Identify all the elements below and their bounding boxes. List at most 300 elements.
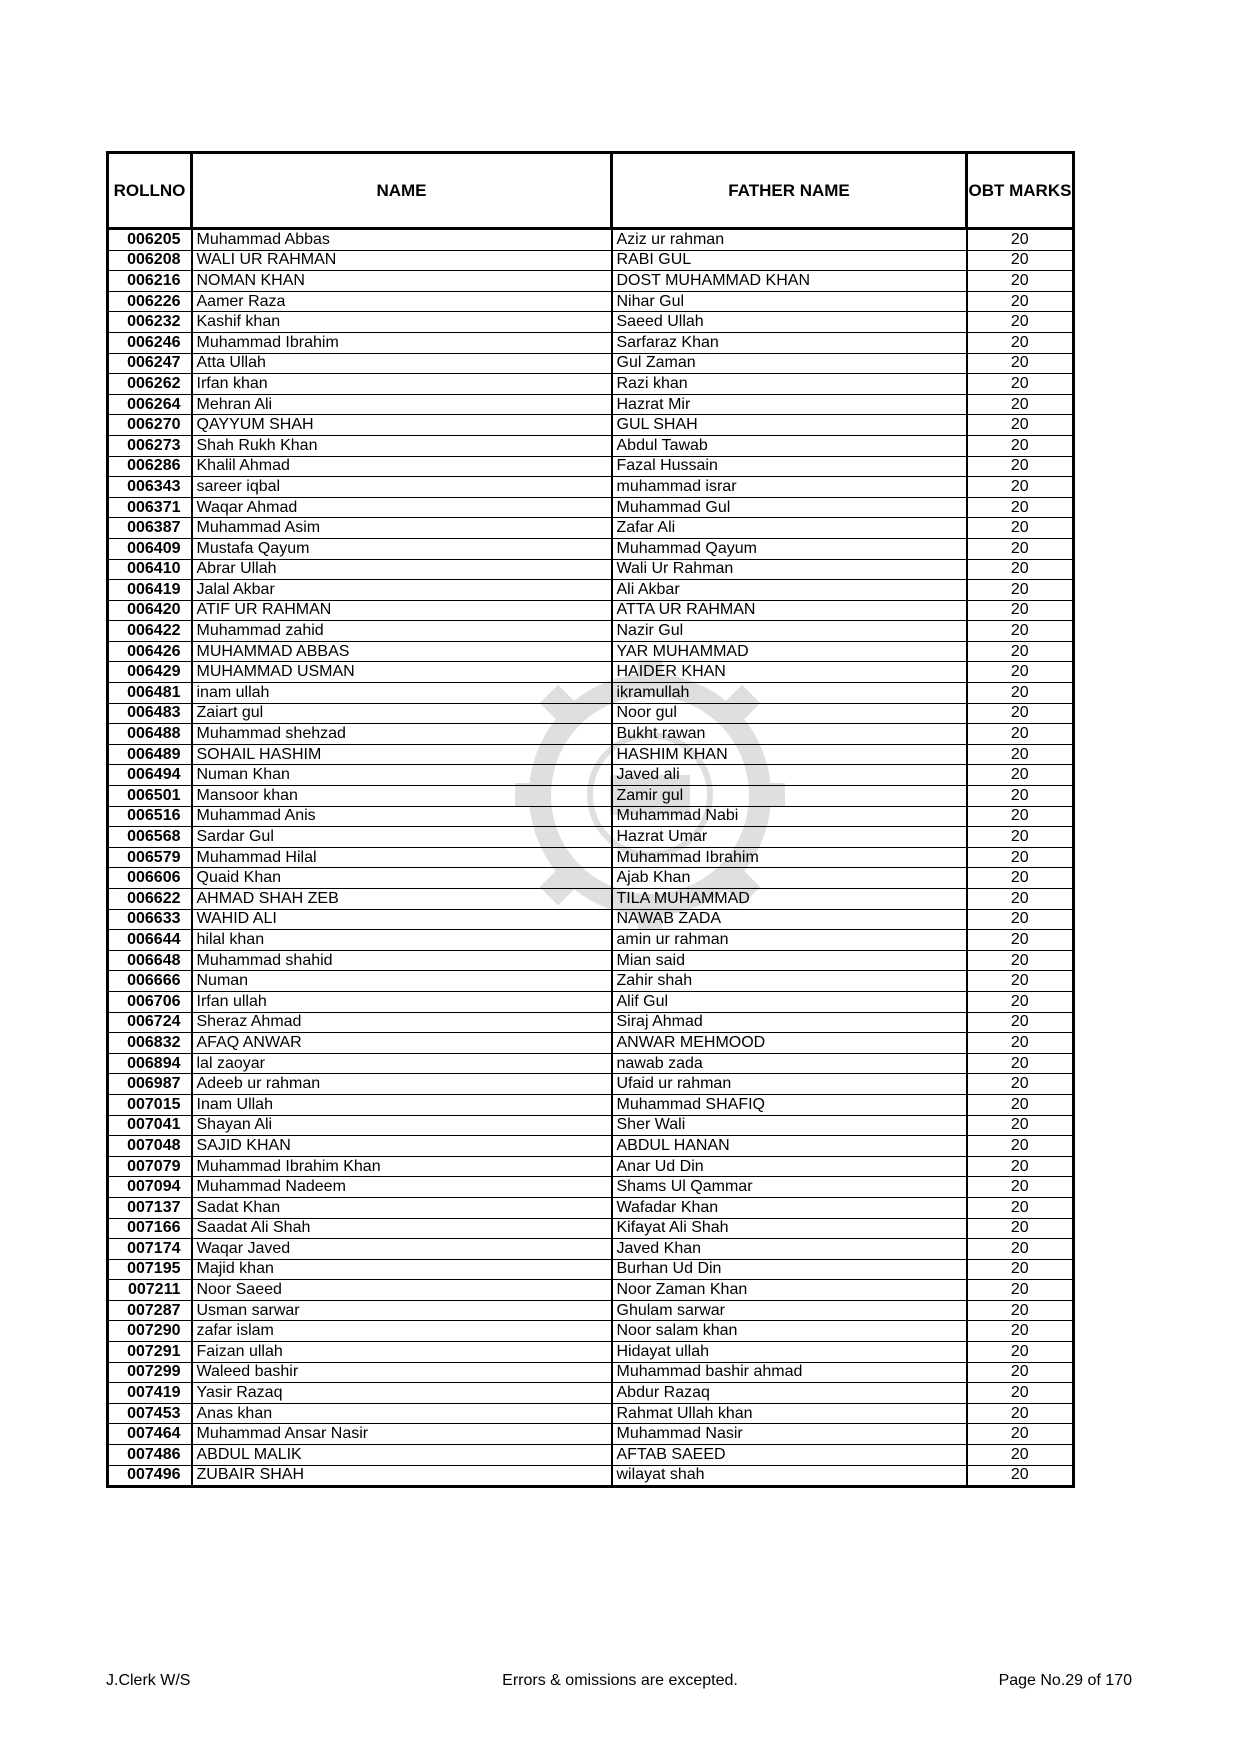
name-cell: Muhammad Ansar Nasir <box>192 1424 612 1445</box>
father-name-cell: Zahir shah <box>612 971 967 992</box>
father-name-cell: HASHIM KHAN <box>612 744 967 765</box>
roll-number-cell: 007211 <box>108 1280 192 1301</box>
father-name-cell: Gul Zaman <box>612 353 967 374</box>
roll-number-cell: 006501 <box>108 786 192 807</box>
marks-cell: 20 <box>967 332 1074 353</box>
father-name-cell: Razi khan <box>612 374 967 395</box>
roll-number-cell: 007287 <box>108 1300 192 1321</box>
roll-number-cell: 006247 <box>108 353 192 374</box>
name-cell: SOHAIL HASHIM <box>192 744 612 765</box>
father-name-cell: Muhammad Nabi <box>612 806 967 827</box>
marks-cell: 20 <box>967 600 1074 621</box>
name-cell: Waleed bashir <box>192 1362 612 1383</box>
table-row <box>108 806 1074 827</box>
father-name-cell: Bukht rawan <box>612 724 967 745</box>
name-cell: Majid khan <box>192 1259 612 1280</box>
name-cell: Anas khan <box>192 1403 612 1424</box>
name-cell: ZUBAIR SHAH <box>192 1465 612 1487</box>
marks-cell: 20 <box>967 559 1074 580</box>
father-name-cell: Noor salam khan <box>612 1321 967 1342</box>
roll-number-cell: 006481 <box>108 683 192 704</box>
name-cell: Muhammad zahid <box>192 621 612 642</box>
name-cell: Muhammad Ibrahim Khan <box>192 1156 612 1177</box>
father-name-cell: Nihar Gul <box>612 291 967 312</box>
father-name-cell: Ali Akbar <box>612 580 967 601</box>
table-row <box>108 662 1074 683</box>
roll-number-cell: 007299 <box>108 1362 192 1383</box>
roll-number-cell: 006419 <box>108 580 192 601</box>
marks-cell: 20 <box>967 847 1074 868</box>
table-row <box>108 353 1074 374</box>
father-name-cell: AFTAB SAEED <box>612 1445 967 1466</box>
father-name-cell: Zafar Ali <box>612 518 967 539</box>
marks-cell: 20 <box>967 621 1074 642</box>
table-row <box>108 744 1074 765</box>
father-name-cell: Muhammad Qayum <box>612 538 967 559</box>
roll-number-cell: 006606 <box>108 868 192 889</box>
marks-cell: 20 <box>967 1115 1074 1136</box>
marks-cell: 20 <box>967 683 1074 704</box>
father-name-cell: ABDUL HANAN <box>612 1136 967 1157</box>
roll-number-cell: 006216 <box>108 271 192 292</box>
table-row <box>108 1342 1074 1363</box>
father-name-cell: TILA MUHAMMAD <box>612 889 967 910</box>
name-cell: Sadat Khan <box>192 1197 612 1218</box>
name-cell: Waqar Javed <box>192 1239 612 1260</box>
name-cell: WALI UR RAHMAN <box>192 250 612 271</box>
table-row <box>108 991 1074 1012</box>
marks-cell: 20 <box>967 456 1074 477</box>
roll-number-cell: 007041 <box>108 1115 192 1136</box>
name-cell: Abrar Ullah <box>192 559 612 580</box>
roll-number-cell: 007094 <box>108 1177 192 1198</box>
name-cell: Inam Ullah <box>192 1094 612 1115</box>
roll-number-cell: 006516 <box>108 806 192 827</box>
table-row <box>108 1424 1074 1445</box>
roll-number-cell: 006579 <box>108 847 192 868</box>
father-name-cell: Saeed Ullah <box>612 312 967 333</box>
roll-number-cell: 007048 <box>108 1136 192 1157</box>
roll-number-cell: 007453 <box>108 1403 192 1424</box>
footer-clerk: J.Clerk W/S <box>106 1672 191 1689</box>
table-row <box>108 1115 1074 1136</box>
marks-cell: 20 <box>967 1053 1074 1074</box>
name-cell: Shayan Ali <box>192 1115 612 1136</box>
father-name-cell: Ghulam sarwar <box>612 1300 967 1321</box>
table-row <box>108 1094 1074 1115</box>
marks-cell: 20 <box>967 497 1074 518</box>
header-row <box>108 153 1074 229</box>
marks-cell: 20 <box>967 477 1074 498</box>
roll-number-cell: 006232 <box>108 312 192 333</box>
table-row <box>108 332 1074 353</box>
roll-number-cell: 007486 <box>108 1445 192 1466</box>
roll-number-cell: 007195 <box>108 1259 192 1280</box>
table-row <box>108 580 1074 601</box>
name-cell: sareer iqbal <box>192 477 612 498</box>
name-cell: Aamer Raza <box>192 291 612 312</box>
marks-cell: 20 <box>967 229 1074 251</box>
marks-cell: 20 <box>967 950 1074 971</box>
name-cell: Muhammad shehzad <box>192 724 612 745</box>
marks-cell: 20 <box>967 1383 1074 1404</box>
marks-cell: 20 <box>967 724 1074 745</box>
roll-number-cell: 006426 <box>108 641 192 662</box>
table-row <box>108 518 1074 539</box>
table-row <box>108 1197 1074 1218</box>
father-name-cell: Hazrat Umar <box>612 827 967 848</box>
father-name-cell: NAWAB ZADA <box>612 909 967 930</box>
marks-cell: 20 <box>967 518 1074 539</box>
marks-cell: 20 <box>967 1197 1074 1218</box>
marks-cell: 20 <box>967 991 1074 1012</box>
table-row <box>108 1445 1074 1466</box>
marks-cell: 20 <box>967 662 1074 683</box>
marks-cell: 20 <box>967 1403 1074 1424</box>
table-row <box>108 641 1074 662</box>
father-name-cell: Anar Ud Din <box>612 1156 967 1177</box>
marks-cell: 20 <box>967 1362 1074 1383</box>
father-name-cell: ANWAR MEHMOOD <box>612 1033 967 1054</box>
table-row <box>108 1033 1074 1054</box>
table-row <box>108 1074 1074 1095</box>
roll-number-cell: 006894 <box>108 1053 192 1074</box>
marks-cell: 20 <box>967 271 1074 292</box>
table-row <box>108 229 1074 251</box>
name-cell: Shah Rukh Khan <box>192 435 612 456</box>
marks-cell: 20 <box>967 1259 1074 1280</box>
table-row <box>108 559 1074 580</box>
father-name-cell: Wali Ur Rahman <box>612 559 967 580</box>
marks-cell: 20 <box>967 580 1074 601</box>
father-name-cell: Kifayat Ali Shah <box>612 1218 967 1239</box>
table-row <box>108 621 1074 642</box>
name-cell: MUHAMMAD ABBAS <box>192 641 612 662</box>
roll-number-cell: 006488 <box>108 724 192 745</box>
name-cell: Irfan ullah <box>192 991 612 1012</box>
name-cell: Muhammad Ibrahim <box>192 332 612 353</box>
roll-number-cell: 006987 <box>108 1074 192 1095</box>
table-row <box>108 1218 1074 1239</box>
roll-number-cell: 006622 <box>108 889 192 910</box>
marks-cell: 20 <box>967 744 1074 765</box>
marks-cell: 20 <box>967 1012 1074 1033</box>
name-cell: Mehran Ali <box>192 394 612 415</box>
marks-cell: 20 <box>967 1218 1074 1239</box>
marks-cell: 20 <box>967 353 1074 374</box>
roll-number-cell: 006409 <box>108 538 192 559</box>
header-name: NAME <box>192 153 612 229</box>
table-row <box>108 1156 1074 1177</box>
roll-number-cell: 006420 <box>108 600 192 621</box>
header-obt-marks: OBT MARKS <box>967 153 1074 229</box>
father-name-cell: Sher Wali <box>612 1115 967 1136</box>
marks-cell: 20 <box>967 827 1074 848</box>
father-name-cell: amin ur rahman <box>612 930 967 951</box>
name-cell: Saadat Ali Shah <box>192 1218 612 1239</box>
table-row <box>108 1012 1074 1033</box>
roll-number-cell: 006343 <box>108 477 192 498</box>
table-row <box>108 889 1074 910</box>
name-cell: Irfan khan <box>192 374 612 395</box>
roll-number-cell: 006286 <box>108 456 192 477</box>
roll-number-cell: 006262 <box>108 374 192 395</box>
name-cell: Sheraz Ahmad <box>192 1012 612 1033</box>
table-row <box>108 971 1074 992</box>
father-name-cell: Muhammad SHAFIQ <box>612 1094 967 1115</box>
name-cell: Mustafa Qayum <box>192 538 612 559</box>
name-cell: WAHID ALI <box>192 909 612 930</box>
name-cell: Yasir Razaq <box>192 1383 612 1404</box>
marks-cell: 20 <box>967 909 1074 930</box>
roll-number-cell: 007291 <box>108 1342 192 1363</box>
table-row <box>108 456 1074 477</box>
table-row <box>108 950 1074 971</box>
name-cell: Muhammad Asim <box>192 518 612 539</box>
father-name-cell: Shams Ul Qammar <box>612 1177 967 1198</box>
name-cell: Muhammad Abbas <box>192 229 612 251</box>
marks-cell: 20 <box>967 415 1074 436</box>
father-name-cell: wilayat shah <box>612 1465 967 1487</box>
marks-cell: 20 <box>967 806 1074 827</box>
father-name-cell: Noor Zaman Khan <box>612 1280 967 1301</box>
father-name-cell: Noor gul <box>612 703 967 724</box>
header-father-name: FATHER NAME <box>612 153 967 229</box>
roll-number-cell: 007290 <box>108 1321 192 1342</box>
marks-cell: 20 <box>967 1094 1074 1115</box>
table-row <box>108 683 1074 704</box>
roll-number-cell: 007174 <box>108 1239 192 1260</box>
name-cell: Usman sarwar <box>192 1300 612 1321</box>
name-cell: Mansoor khan <box>192 786 612 807</box>
marks-cell: 20 <box>967 703 1074 724</box>
table-row <box>108 1383 1074 1404</box>
table-row <box>108 600 1074 621</box>
roll-number-cell: 006387 <box>108 518 192 539</box>
marks-cell: 20 <box>967 291 1074 312</box>
table-row <box>108 868 1074 889</box>
father-name-cell: Muhammad bashir ahmad <box>612 1362 967 1383</box>
header-rollno: ROLLNO <box>108 153 192 229</box>
father-name-cell: GUL SHAH <box>612 415 967 436</box>
father-name-cell: Hazrat Mir <box>612 394 967 415</box>
roll-number-cell: 006273 <box>108 435 192 456</box>
table-row <box>108 291 1074 312</box>
roll-number-cell: 006205 <box>108 229 192 251</box>
marks-cell: 20 <box>967 1465 1074 1487</box>
table-row <box>108 1403 1074 1424</box>
roll-number-cell: 006494 <box>108 765 192 786</box>
father-name-cell: Hidayat ullah <box>612 1342 967 1363</box>
name-cell: AHMAD SHAH ZEB <box>192 889 612 910</box>
name-cell: Numan Khan <box>192 765 612 786</box>
marks-cell: 20 <box>967 312 1074 333</box>
roll-number-cell: 007137 <box>108 1197 192 1218</box>
roll-number-cell: 007496 <box>108 1465 192 1487</box>
marks-cell: 20 <box>967 1445 1074 1466</box>
marks-cell: 20 <box>967 250 1074 271</box>
father-name-cell: Ufaid ur rahman <box>612 1074 967 1095</box>
table-row <box>108 765 1074 786</box>
marks-cell: 20 <box>967 889 1074 910</box>
roll-number-cell: 006422 <box>108 621 192 642</box>
marks-cell: 20 <box>967 1321 1074 1342</box>
footer-page-number: Page No.29 of 170 <box>998 1672 1132 1689</box>
name-cell: NOMAN KHAN <box>192 271 612 292</box>
marks-cell: 20 <box>967 868 1074 889</box>
table-row <box>108 703 1074 724</box>
table-row <box>108 435 1074 456</box>
marks-cell: 20 <box>967 1136 1074 1157</box>
name-cell: Sardar Gul <box>192 827 612 848</box>
roll-number-cell: 006706 <box>108 991 192 1012</box>
table-row <box>108 1136 1074 1157</box>
roll-number-cell: 007079 <box>108 1156 192 1177</box>
father-name-cell: DOST MUHAMMAD KHAN <box>612 271 967 292</box>
roll-number-cell: 007464 <box>108 1424 192 1445</box>
roll-number-cell: 006410 <box>108 559 192 580</box>
father-name-cell: RABI GUL <box>612 250 967 271</box>
father-name-cell: Siraj Ahmad <box>612 1012 967 1033</box>
table-row <box>108 415 1074 436</box>
marks-cell: 20 <box>967 1300 1074 1321</box>
name-cell: hilal khan <box>192 930 612 951</box>
marks-cell: 20 <box>967 1280 1074 1301</box>
father-name-cell: Sarfaraz Khan <box>612 332 967 353</box>
father-name-cell: Alif Gul <box>612 991 967 1012</box>
father-name-cell: Javed ali <box>612 765 967 786</box>
marks-cell: 20 <box>967 1177 1074 1198</box>
father-name-cell: Mian said <box>612 950 967 971</box>
father-name-cell: nawab zada <box>612 1053 967 1074</box>
name-cell: Khalil Ahmad <box>192 456 612 477</box>
roll-number-cell: 007419 <box>108 1383 192 1404</box>
roll-number-cell: 006644 <box>108 930 192 951</box>
name-cell: Faizan ullah <box>192 1342 612 1363</box>
father-name-cell: Muhammad Ibrahim <box>612 847 967 868</box>
roll-number-cell: 006246 <box>108 332 192 353</box>
roll-number-cell: 007015 <box>108 1094 192 1115</box>
table-row <box>108 497 1074 518</box>
marks-cell: 20 <box>967 971 1074 992</box>
marks-cell: 20 <box>967 394 1074 415</box>
table-row <box>108 1321 1074 1342</box>
roll-number-cell: 006568 <box>108 827 192 848</box>
name-cell: inam ullah <box>192 683 612 704</box>
table-row <box>108 909 1074 930</box>
table-row <box>108 374 1074 395</box>
father-name-cell: Rahmat Ullah khan <box>612 1403 967 1424</box>
results-table <box>106 151 1075 1488</box>
name-cell: SAJID KHAN <box>192 1136 612 1157</box>
name-cell: Zaiart gul <box>192 703 612 724</box>
name-cell: lal zaoyar <box>192 1053 612 1074</box>
roll-number-cell: 006666 <box>108 971 192 992</box>
table-row <box>108 1053 1074 1074</box>
table-row <box>108 394 1074 415</box>
father-name-cell: YAR MUHAMMAD <box>612 641 967 662</box>
marks-cell: 20 <box>967 1033 1074 1054</box>
table-row <box>108 827 1074 848</box>
table-row <box>108 724 1074 745</box>
father-name-cell: Abdul Tawab <box>612 435 967 456</box>
father-name-cell: Wafadar Khan <box>612 1197 967 1218</box>
table-row <box>108 250 1074 271</box>
footer-disclaimer: Errors & omissions are excepted. <box>502 1672 738 1689</box>
table-row <box>108 1280 1074 1301</box>
father-name-cell: Muhammad Nasir <box>612 1424 967 1445</box>
roll-number-cell: 006832 <box>108 1033 192 1054</box>
marks-cell: 20 <box>967 641 1074 662</box>
results-sheet <box>106 151 1072 1488</box>
table-row <box>108 930 1074 951</box>
father-name-cell: Zamir gul <box>612 786 967 807</box>
table-row <box>108 312 1074 333</box>
marks-cell: 20 <box>967 765 1074 786</box>
name-cell: MUHAMMAD USMAN <box>192 662 612 683</box>
table-row <box>108 1177 1074 1198</box>
roll-number-cell: 006429 <box>108 662 192 683</box>
name-cell: Muhammad Anis <box>192 806 612 827</box>
name-cell: Kashif khan <box>192 312 612 333</box>
table-row <box>108 1259 1074 1280</box>
roll-number-cell: 006270 <box>108 415 192 436</box>
name-cell: ABDUL MALIK <box>192 1445 612 1466</box>
marks-cell: 20 <box>967 786 1074 807</box>
father-name-cell: Muhammad Gul <box>612 497 967 518</box>
father-name-cell: Abdur Razaq <box>612 1383 967 1404</box>
roll-number-cell: 006264 <box>108 394 192 415</box>
marks-cell: 20 <box>967 1156 1074 1177</box>
father-name-cell: Nazir Gul <box>612 621 967 642</box>
roll-number-cell: 006208 <box>108 250 192 271</box>
father-name-cell: Ajab Khan <box>612 868 967 889</box>
father-name-cell: Aziz ur rahman <box>612 229 967 251</box>
table-row <box>108 786 1074 807</box>
marks-cell: 20 <box>967 1342 1074 1363</box>
father-name-cell: HAIDER KHAN <box>612 662 967 683</box>
marks-cell: 20 <box>967 1424 1074 1445</box>
marks-cell: 20 <box>967 930 1074 951</box>
father-name-cell: Javed Khan <box>612 1239 967 1260</box>
name-cell: QAYYUM SHAH <box>192 415 612 436</box>
roll-number-cell: 006226 <box>108 291 192 312</box>
table-row <box>108 271 1074 292</box>
table-row <box>108 1465 1074 1487</box>
name-cell: Quaid Khan <box>192 868 612 889</box>
table-row <box>108 847 1074 868</box>
name-cell: Muhammad Hilal <box>192 847 612 868</box>
marks-cell: 20 <box>967 1239 1074 1260</box>
father-name-cell: ATTA UR RAHMAN <box>612 600 967 621</box>
roll-number-cell: 006724 <box>108 1012 192 1033</box>
father-name-cell: muhammad israr <box>612 477 967 498</box>
table-row <box>108 538 1074 559</box>
table-row <box>108 1239 1074 1260</box>
name-cell: AFAQ ANWAR <box>192 1033 612 1054</box>
name-cell: Adeeb ur rahman <box>192 1074 612 1095</box>
marks-cell: 20 <box>967 1074 1074 1095</box>
father-name-cell: ikramullah <box>612 683 967 704</box>
table-row <box>108 477 1074 498</box>
father-name-cell: Fazal Hussain <box>612 456 967 477</box>
roll-number-cell: 006489 <box>108 744 192 765</box>
name-cell: Waqar Ahmad <box>192 497 612 518</box>
roll-number-cell: 006371 <box>108 497 192 518</box>
roll-number-cell: 006648 <box>108 950 192 971</box>
name-cell: Muhammad Nadeem <box>192 1177 612 1198</box>
roll-number-cell: 006483 <box>108 703 192 724</box>
